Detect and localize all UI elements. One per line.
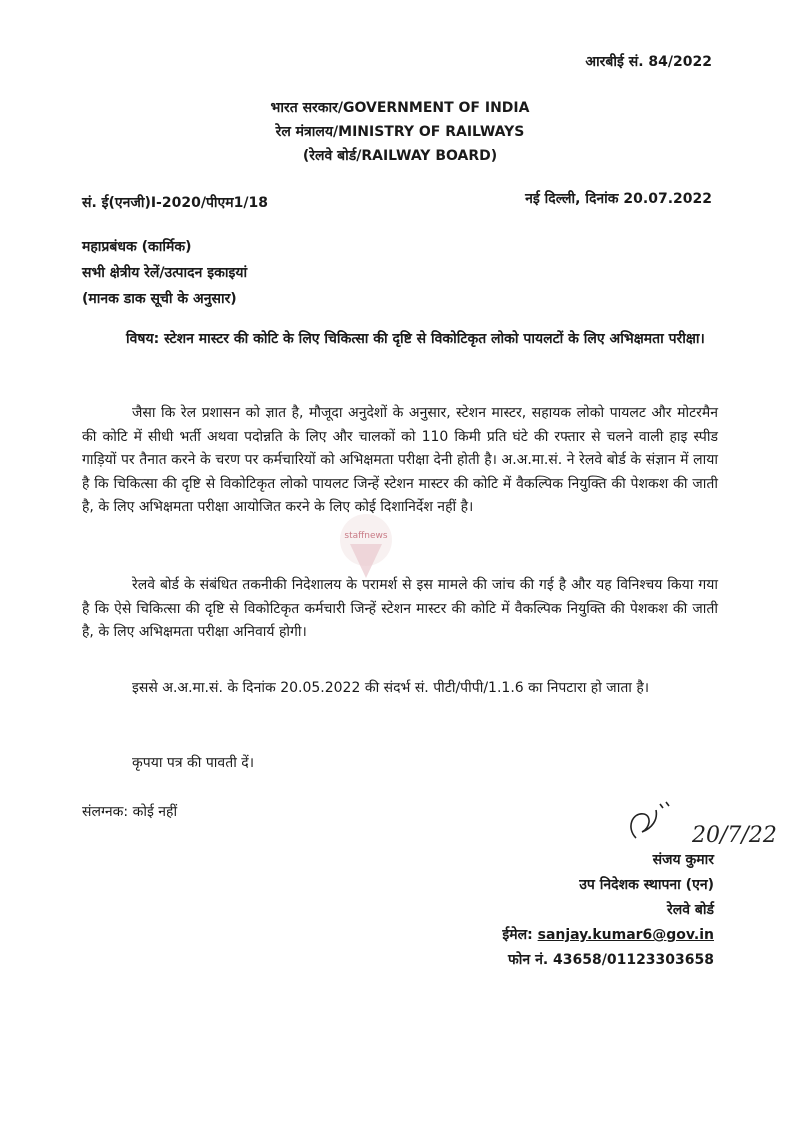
email-link[interactable]: sanjay.kumar6@gov.in [537,927,714,943]
signatory-office: रेलवे बोर्ड [667,902,714,918]
body-paragraph-1: जैसा कि रेल प्रशासन को ज्ञात है, मौजूदा अनुदेशों के अनुसार, स्टेशन मास्टर, सहायक लोको पायलट और मोटरमैन की कोटि में सीधी भर्ती अथवा पदोन्नति के लिए और चालकों को 110 किमी प्रति घंटे की रफ्तार से चलने वाली हाइ स्पीड गाड़ियों पर तैनात करने के चरण पर कर्मचारियों को अभिक्षमता परीक्षा देनी होती है। अ.अ.मा.सं. ने रेलवे बोर्ड के संज्ञान में लाया है कि चिकित्सा की दृष्टि से विकोटिकृत लोको पायलट जिन्हें स्टेशन मास्टर की कोटि में वैकल्पिक नियुक्ति की पेशकश की जाती है, के लिए अभिक्षमता परीक्षा आयोजित करने के लिए कोई दिशानिर्देश नहीं है। [82,405,718,515]
letterhead-government: भारत सरकार/GOVERNMENT OF INDIA [270,100,530,116]
signatory-name: संजय कुमार [652,852,714,868]
body-paragraph-2: रेलवे बोर्ड के संबंधित तकनीकी निदेशालय के परामर्श से इस मामले की जांच की गई है और यह विनिश्चय किया गया है कि ऐसे चिकित्सा की दृष्टि से विकोटिकृत कर्मचारी जिन्हें स्टेशन मास्टर की कोटि में वैकल्पिक नियुक्ति की पेशकश की जाती है, के लिए अभिक्षमता परीक्षा अनिवार्य होगी। [82,577,718,640]
letter-reference-number: आरबीई सं. 84/2022 [585,54,712,70]
letterhead [230,96,570,168]
subject-text: स्टेशन मास्टर की कोटि के लिए चिकित्सा की दृष्टि से विकोटिकृत लोको पायलटों के लिए अभिक्षमता परीक्षा। [164,331,705,347]
watermark-text: staffnews [344,531,388,541]
letterhead-board: (रेलवे बोर्ड/RAILWAY BOARD) [302,148,498,164]
addressee-line: (मानक डाक सूची के अनुसार) [82,291,237,307]
addressee-line: महाप्रबंधक (कार्मिक) [82,239,192,255]
signature-date: 20/7/22 [692,823,777,848]
enclosure-note: संलग्नक: कोई नहीं [82,804,178,820]
place-and-date: नई दिल्ली, दिनांक 20.07.2022 [525,191,712,207]
body-paragraph-3: इससे अ.अ.मा.सं. के दिनांक 20.05.2022 की संदर्भ सं. पीटी/पीपी/1.1.6 का निपटारा हो जाता है। [132,680,650,696]
addressee-line: सभी क्षेत्रीय रेलें/उत्पादन इकाइयां [82,265,248,281]
signature-block [420,848,714,973]
body-paragraph-4: कृपया पत्र की पावती दें। [132,755,255,771]
addressee-block [82,234,247,312]
subject-block [126,328,716,351]
letterhead-ministry: रेल मंत्रालय/MINISTRY OF RAILWAYS [275,124,525,140]
signatory-designation: उप निदेशक स्थापना (एन) [579,877,714,893]
file-number: सं. ई(एनजी)I-2020/पीएम1/18 [82,195,268,211]
signatory-phone: फोन नं. 43658/01123303658 [508,952,714,968]
subject-label: विषय: [126,331,160,347]
email-label: ईमेल: [502,927,533,943]
signatory-email [420,923,714,948]
